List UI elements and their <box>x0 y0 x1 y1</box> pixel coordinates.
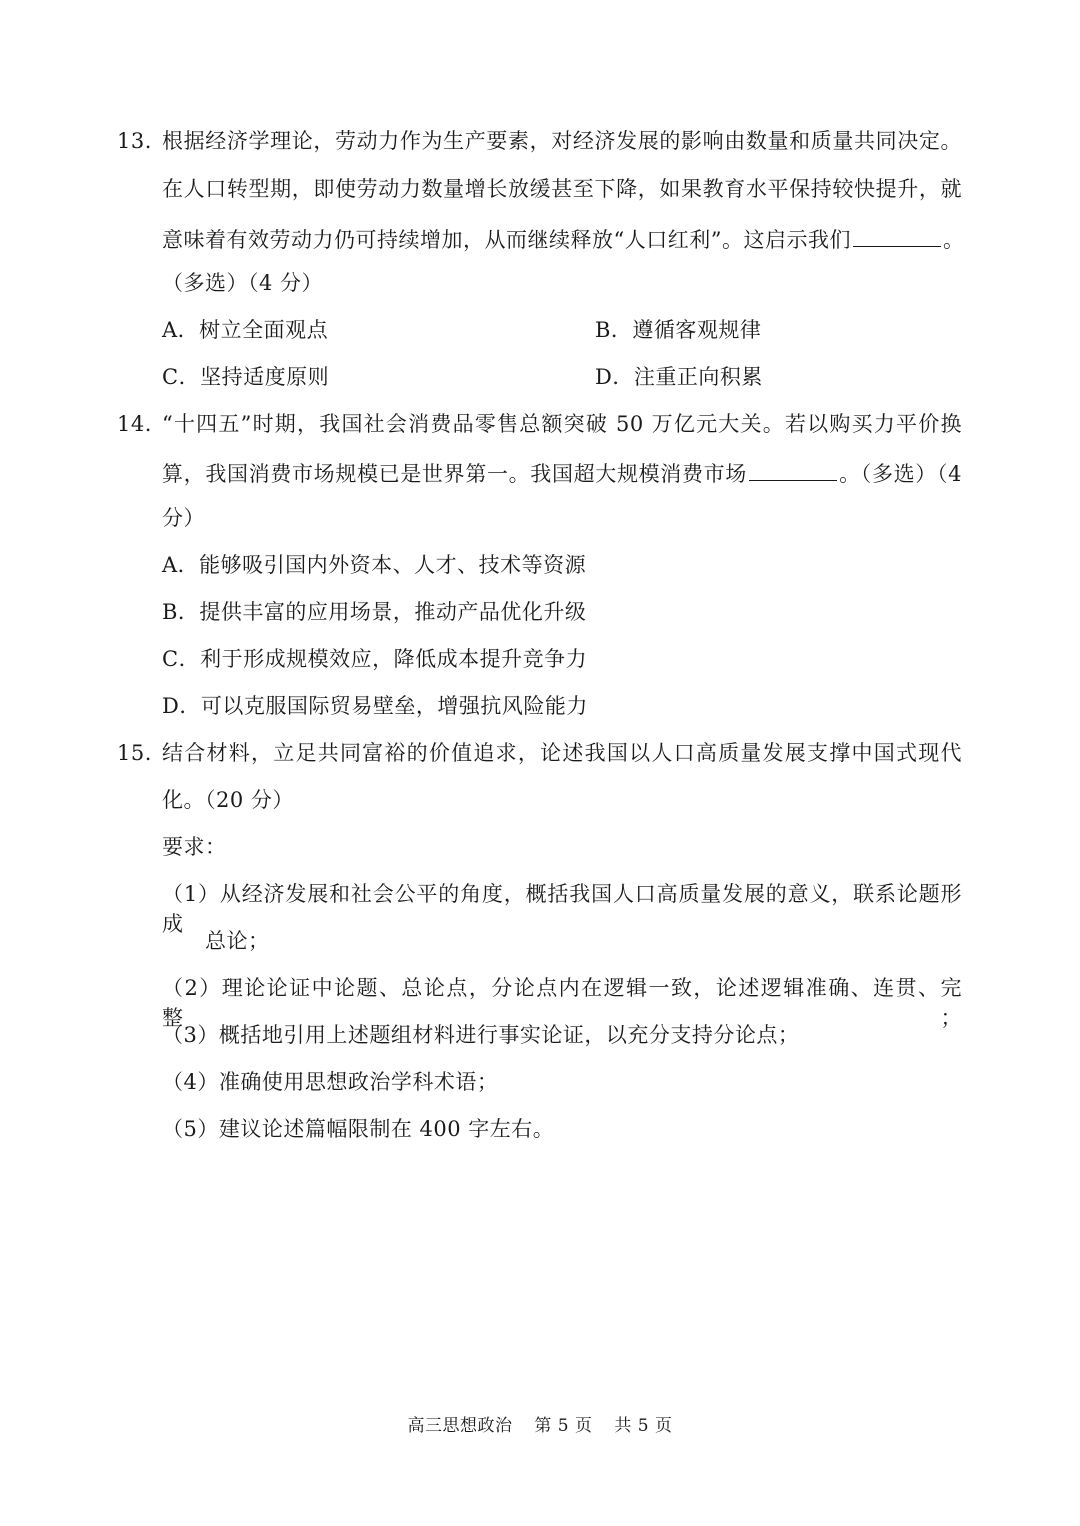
question-14-line-3: 分） <box>162 506 205 530</box>
question-13-option-b: B．遵循客观规律 <box>595 318 762 342</box>
question-13-line-2: 在人口转型期，即使劳动力数量增长放缓甚至下降，如果教育水平保持较快提升，就 <box>162 177 962 201</box>
question-14-line-2-text: 算，我国消费市场规模已是世界第一。我国超大规模消费市场 <box>162 462 747 486</box>
footer-page-number: 第 5 页 <box>534 1416 593 1436</box>
question-13-number: 13. <box>117 129 152 153</box>
question-15-line-2: 化。（20 分） <box>162 788 294 812</box>
question-13-line-1: 根据经济学理论，劳动力作为生产要素，对经济发展的影响由数量和质量共同决定。 <box>162 129 962 153</box>
question-15-line-1: 结合材料，立足共同富裕的价值追求，论述我国以人口高质量发展支撑中国式现代 <box>162 741 962 765</box>
question-14-line-2 <box>162 456 962 489</box>
question-14-option-d: D．可以克服国际贸易壁垒，增强抗风险能力 <box>162 694 588 718</box>
question-14-line-2-end: 。（多选）（4 <box>838 462 962 486</box>
footer-total-pages: 共 5 页 <box>614 1416 673 1436</box>
answer-blank-13 <box>853 222 941 247</box>
question-14-number: 14. <box>117 412 152 436</box>
question-13-option-d: D．注重正向积累 <box>595 365 763 389</box>
requirement-1-line-2: 总论； <box>205 929 270 953</box>
page-footer <box>0 1414 1080 1438</box>
requirement-4: （4）准确使用思想政治学科术语； <box>162 1070 499 1094</box>
requirement-2: （2）理论论证中论题、总论点，分论点内在逻辑一致，论述逻辑准确、连贯、完整； <box>162 976 962 1030</box>
question-13-option-a: A．树立全面观点 <box>162 318 329 342</box>
question-15-number: 15. <box>117 741 152 765</box>
footer-subject: 高三思想政治 <box>407 1416 513 1436</box>
question-13-option-c: C．坚持适度原则 <box>162 365 330 389</box>
requirement-5: （5）建议论述篇幅限制在 400 字左右。 <box>162 1117 555 1141</box>
question-13-line-3 <box>162 222 964 255</box>
question-14-option-c: C．利于形成规模效应，降低成本提升竞争力 <box>162 647 588 671</box>
question-15-requirements-title: 要求： <box>162 835 227 859</box>
question-13-line-3-text: 意味着有效劳动力仍可持续增加，从而继续释放“人口红利”。这启示我们 <box>162 228 851 252</box>
question-14-option-a: A．能够吸引国内外资本、人才、技术等资源 <box>162 553 587 577</box>
requirement-1-line-1: （1）从经济发展和社会公平的角度，概括我国人口高质量发展的意义，联系论题形成 <box>162 882 962 936</box>
question-13-line-3-end: 。 <box>942 228 965 252</box>
question-14-line-1: “十四五”时期，我国社会消费品零售总额突破 50 万亿元大关。若以购买力平价换 <box>162 412 962 436</box>
question-14-option-b: B．提供丰富的应用场景，推动产品优化升级 <box>162 600 587 624</box>
answer-blank-14 <box>749 456 837 481</box>
question-13-score: （多选）（4 分） <box>162 271 324 295</box>
requirement-3: （3）概括地引用上述题组材料进行事实论证，以充分支持分论点； <box>162 1023 800 1047</box>
